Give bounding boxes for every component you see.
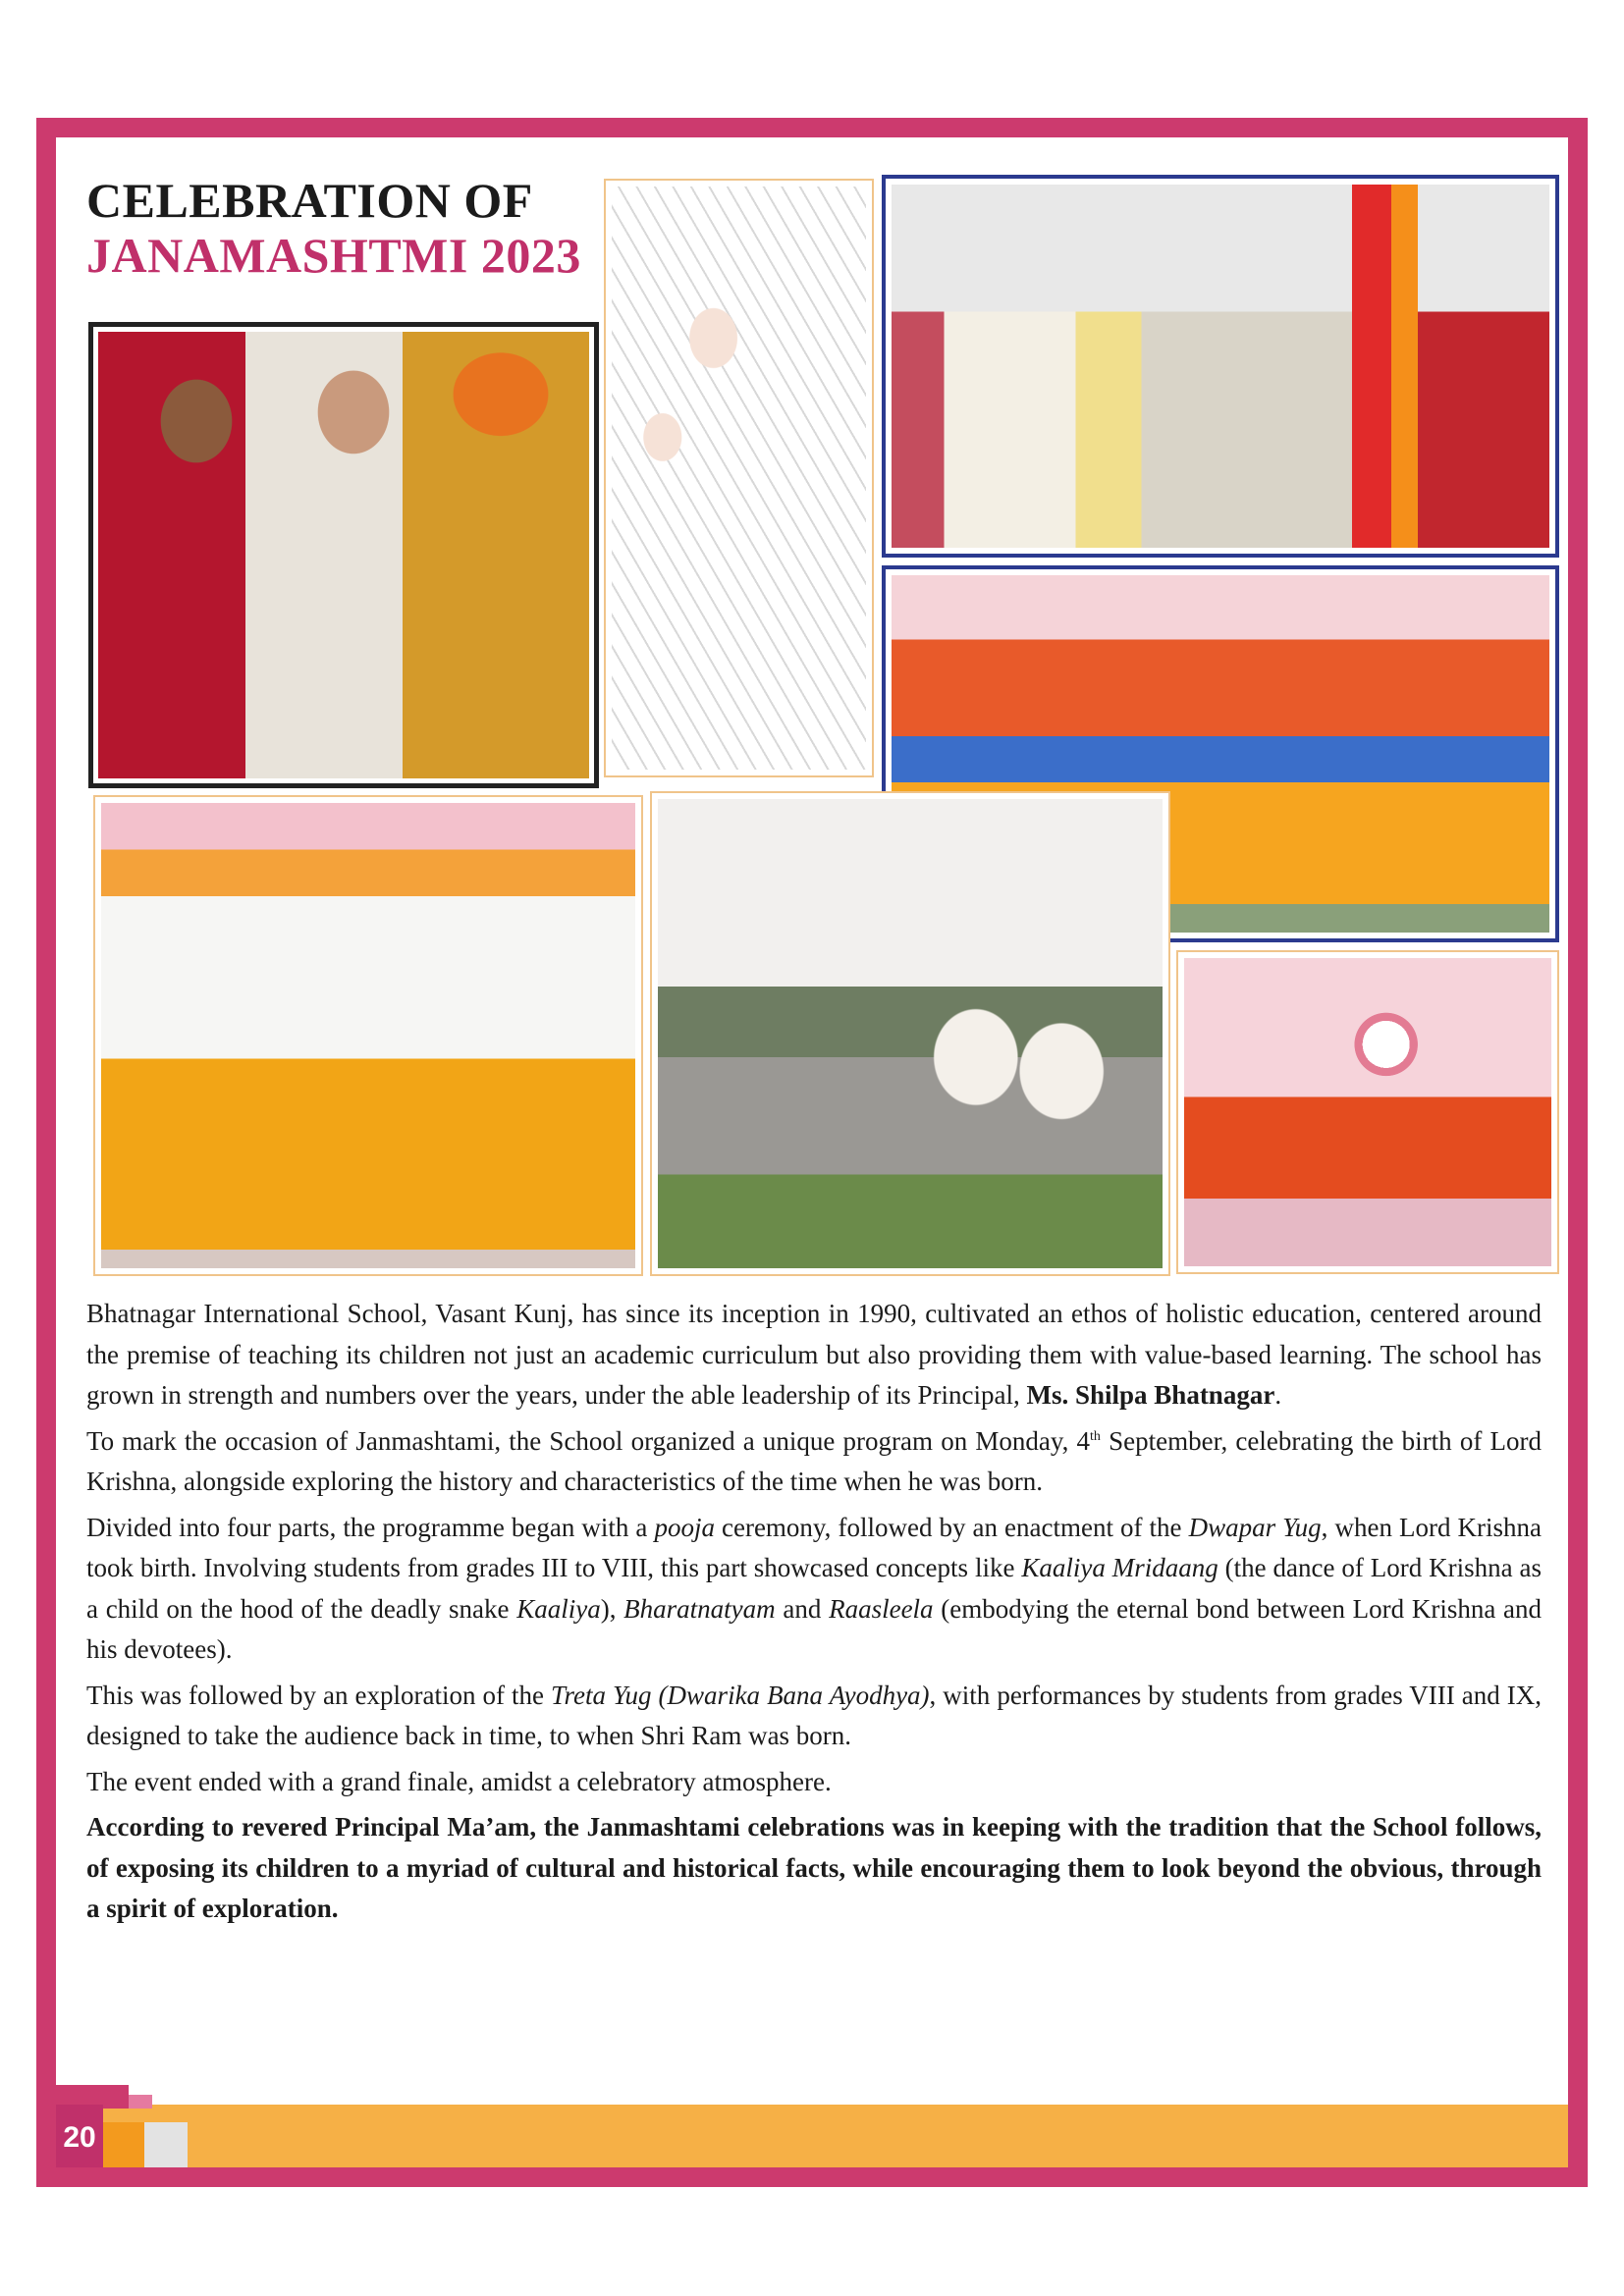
- photo-pooja-ceremony: [882, 175, 1559, 558]
- footer-bar: [56, 2105, 1568, 2167]
- page-title: [86, 173, 617, 283]
- title-line-2: JANAMASHTMI 2023: [86, 228, 581, 283]
- paragraph-finale: The event ended with a grand finale, amidst a celebratory atmosphere.: [86, 1766, 832, 1796]
- paragraph-principal-quote: According to revered Principal Ma’am, the Janmashtami celebrations was in keeping with the tradition that the School follows, of exposing its children to a myriad of cultural and historical facts, while encouraging them to look beyond the obvious, through a spirit of exploration.: [86, 1812, 1542, 1923]
- principal-name: Ms. Shilpa Bhatnagar: [1026, 1380, 1275, 1410]
- photo-dance-performance: [1176, 950, 1559, 1274]
- paragraph-treta-yug: This was followed by an exploration of the Treta Yug (Dwarika Bana Ayodhya), with performances by students from grades VIII and IX, designed to take the audience back in time, to when Shri Ram was born.: [86, 1680, 1542, 1750]
- paragraph-programme: Divided into four parts, the programme began with a pooja ceremony, followed by an enactment of the Dwapar Yug, when Lord Krishna took birth. Involving students from grades III to VIII, this part showcased concepts like Kaaliya Mridaang (the dance of Lord Krishna as a child on the hood of the deadly snake Kaaliya), Bharatnatyam and Raasleela (embodying the eternal bond between Lord Krishna and his devotees).: [86, 1512, 1543, 1664]
- paragraph-occasion: To mark the occasion of Janmashtami, the School organized a unique program on Monday, 4th September, celebrating the birth of Lord Krishna, alongside exploring the history and characteristics of the time when he was born.: [86, 1425, 1542, 1496]
- title-line-1: CELEBRATION OF: [86, 173, 533, 228]
- footer-accent: [103, 2122, 144, 2167]
- photo-students-with-guest: [88, 322, 599, 788]
- page-number: 20: [63, 2121, 96, 2154]
- photo-krishna-sketch: [604, 179, 874, 777]
- footer-accent: [129, 2095, 152, 2109]
- photo-dahi-handi: [93, 795, 643, 1276]
- paragraph-intro: Bhatnagar International School, Vasant Kunj, has since its inception in 1990, cultivated an ethos of holistic education, centered around the premise of teaching its children not just an academic curriculum but also providing them with value-based learning. The school has grown in strength and numbers over the years, under the able leadership of its Principal, Ms. Shilpa Bhatnagar.: [86, 1299, 1542, 1410]
- footer-accent: [144, 2122, 188, 2167]
- article-body: [86, 1294, 1542, 1935]
- photo-horse-chariot: [650, 791, 1170, 1276]
